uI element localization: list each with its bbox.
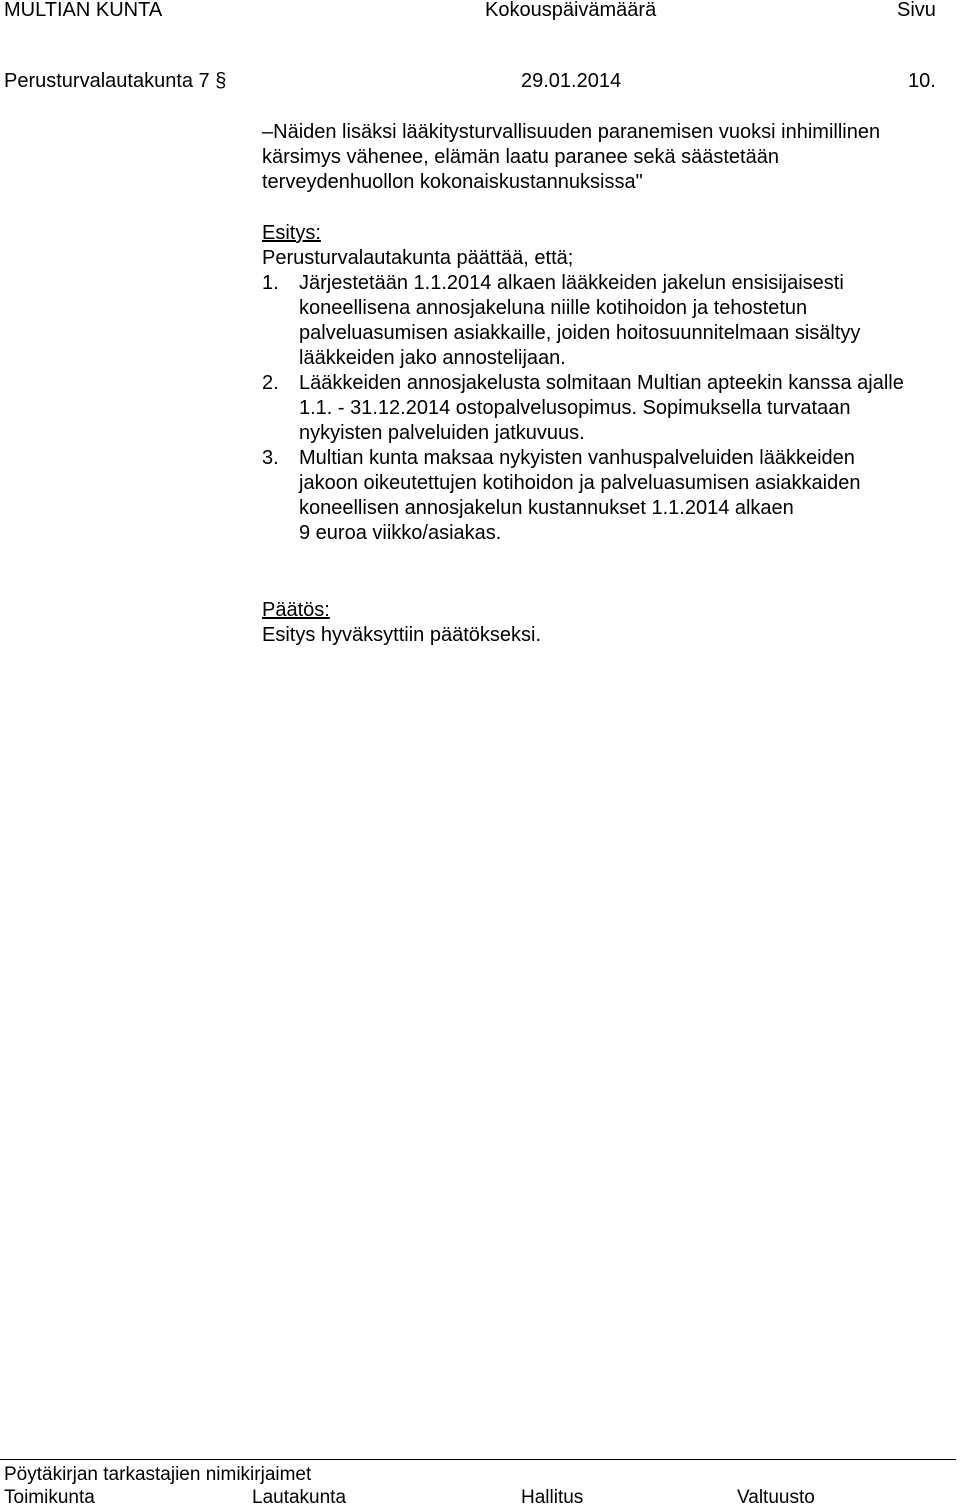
proposal-list	[262, 271, 904, 546]
org-name: MULTIAN KUNTA	[4, 0, 163, 21]
footer-col-toimikunta: Toimikunta	[4, 1487, 95, 1508]
signatures-label: Pöytäkirjan tarkastajien nimikirjaimet	[4, 1464, 312, 1485]
decision-heading: Päätös:	[262, 599, 330, 621]
list-item-line: koneellisen annosjakelun kustannukset 1.1.2014 alkaen	[299, 497, 794, 519]
list-item	[262, 271, 904, 371]
board-section: Perusturvalautakunta 7 §	[4, 70, 227, 92]
list-item-line: koneellisena annosjakeluna niille kotihoidon ja tehostetun	[299, 297, 808, 319]
meeting-date-label: Kokouspäivämäärä	[485, 0, 657, 21]
footer-col-lautakunta: Lautakunta	[252, 1487, 347, 1508]
list-item-line: 1.1. - 31.12.2014 ostopalvelusopimus. Sopimuksella turvataan	[299, 397, 851, 419]
list-item-line: Järjestetään 1.1.2014 alkaen lääkkeiden jakelun ensisijaisesti	[299, 272, 844, 294]
list-item-line: jakoon oikeutettujen kotihoidon ja palveluasumisen asiakkaiden	[299, 472, 861, 494]
list-item-number: 1.	[262, 272, 279, 294]
list-item-line: Multian kunta maksaa nykyisten vanhuspalveluiden lääkkeiden	[299, 447, 855, 469]
intro-line: –Näiden lisäksi lääkitysturvallisuuden paranemisen vuoksi inhimillinen	[262, 121, 881, 143]
page-number: 10.	[908, 70, 936, 92]
list-item-line: 9 euroa viikko/asiakas.	[299, 522, 502, 544]
decision-section	[262, 598, 541, 648]
intro-paragraph	[262, 120, 880, 195]
list-item-line: palveluasumisen asiakkaille, joiden hoitosuunnitelmaan sisältyy	[299, 322, 861, 344]
proposal-heading: Esitys:	[262, 222, 321, 244]
proposal-lead: Perusturvalautakunta päättää, että;	[262, 247, 574, 269]
proposal-section	[262, 221, 573, 271]
list-item-line: nykyisten palveluiden jatkuvuus.	[299, 422, 585, 444]
page-label: Sivu	[897, 0, 936, 21]
footer-divider	[0, 1459, 956, 1460]
intro-line: kärsimys vähenee, elämän laatu paranee sekä säästetään	[262, 146, 779, 168]
footer-col-valtuusto: Valtuusto	[737, 1487, 815, 1508]
list-item-line: Lääkkeiden annosjakelusta solmitaan Multian apteekin kanssa ajalle	[299, 372, 904, 394]
list-item-number: 2.	[262, 372, 279, 394]
list-item-line: lääkkeiden jako annostelijaan.	[299, 347, 566, 369]
decision-text: Esitys hyväksyttiin päätökseksi.	[262, 624, 541, 646]
footer-col-hallitus: Hallitus	[521, 1487, 584, 1508]
list-item	[262, 446, 904, 546]
intro-line: terveydenhuollon kokonaiskustannuksissa"	[262, 171, 643, 193]
meeting-date: 29.01.2014	[521, 70, 622, 92]
list-item-number: 3.	[262, 447, 279, 469]
list-item	[262, 371, 904, 446]
